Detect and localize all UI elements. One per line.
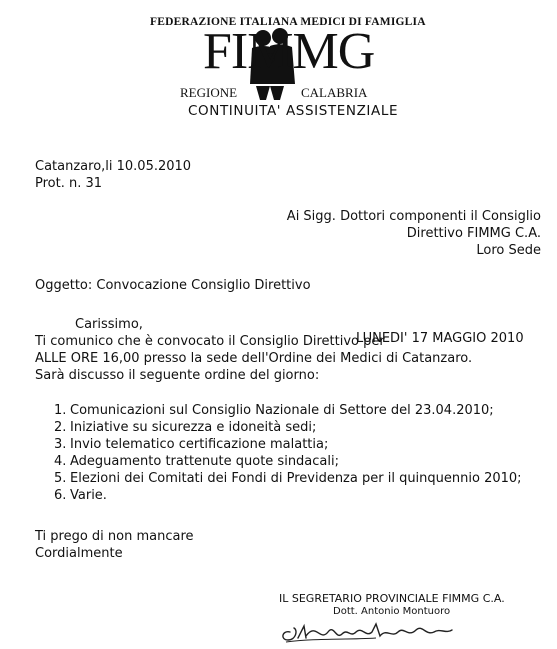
list-text: Iniziative su sicurezza e idoneità sedi; xyxy=(70,420,317,435)
body-paragraph: ALLE ORE 16,00 presso la sede dell'Ordine dei Medici di Catanzaro. xyxy=(35,351,473,366)
signatory-name: Dott. Antonio Montuoro xyxy=(333,606,451,617)
recipient-line: Ai Sigg. Dottori componenti il Consiglio xyxy=(286,209,541,224)
closing-line: Cordialmente xyxy=(35,546,123,561)
list-item xyxy=(54,487,522,504)
letter-date: Catanzaro,li 10.05.2010 xyxy=(35,159,192,174)
list-text: Invio telematico certificazione malattia; xyxy=(70,437,329,452)
region-label-left: REGIONE xyxy=(180,85,238,100)
list-number: 6. xyxy=(54,488,67,503)
federation-name: FEDERAZIONE ITALIANA MEDICI DI FAMIGLIA xyxy=(150,16,426,28)
handwritten-signature xyxy=(276,612,466,648)
recipient-line: Loro Sede xyxy=(476,243,541,258)
closing-line: Ti prego di non mancare xyxy=(35,529,194,544)
logo-text: FIMMG xyxy=(203,23,375,80)
list-number: 5. xyxy=(54,471,67,486)
recipient-block xyxy=(287,208,541,259)
body-paragraph: Ti comunico che è convocato il Consiglio Direttivo per xyxy=(35,334,385,349)
list-number: 1. xyxy=(54,403,67,418)
letterhead-subtitle: CONTINUITA' ASSISTENZIALE xyxy=(188,103,399,119)
region-label-right: CALABRIA xyxy=(301,85,368,100)
agenda-list xyxy=(54,402,522,504)
list-number: 4. xyxy=(54,454,67,469)
list-item xyxy=(54,402,522,419)
letter-subject: Oggetto: Convocazione Consiglio Direttivo xyxy=(35,278,311,293)
list-item xyxy=(54,436,522,453)
list-item xyxy=(54,470,522,487)
list-number: 2. xyxy=(54,420,67,435)
meeting-date: LUNEDI' 17 MAGGIO 2010 xyxy=(356,331,524,346)
list-text: Elezioni dei Comitati dei Fondi di Previdenza per il quinquennio 2010; xyxy=(70,471,522,486)
protocol-number: Prot. n. 31 xyxy=(35,176,103,191)
list-item xyxy=(54,419,522,436)
body-paragraph: Sarà discusso il seguente ordine del giorno: xyxy=(35,368,320,383)
list-item xyxy=(54,453,522,470)
list-text: Comunicazioni sul Consiglio Nazionale di Settore del 23.04.2010; xyxy=(70,403,494,418)
list-text: Adeguamento trattenute quote sindacali; xyxy=(70,454,339,469)
signatory-title: IL SEGRETARIO PROVINCIALE FIMMG C.A. xyxy=(279,592,505,605)
greeting: Carissimo, xyxy=(75,317,143,332)
list-text: Varie. xyxy=(70,488,107,503)
list-number: 3. xyxy=(54,437,67,452)
recipient-line: Direttivo FIMMG C.A. xyxy=(406,226,541,241)
